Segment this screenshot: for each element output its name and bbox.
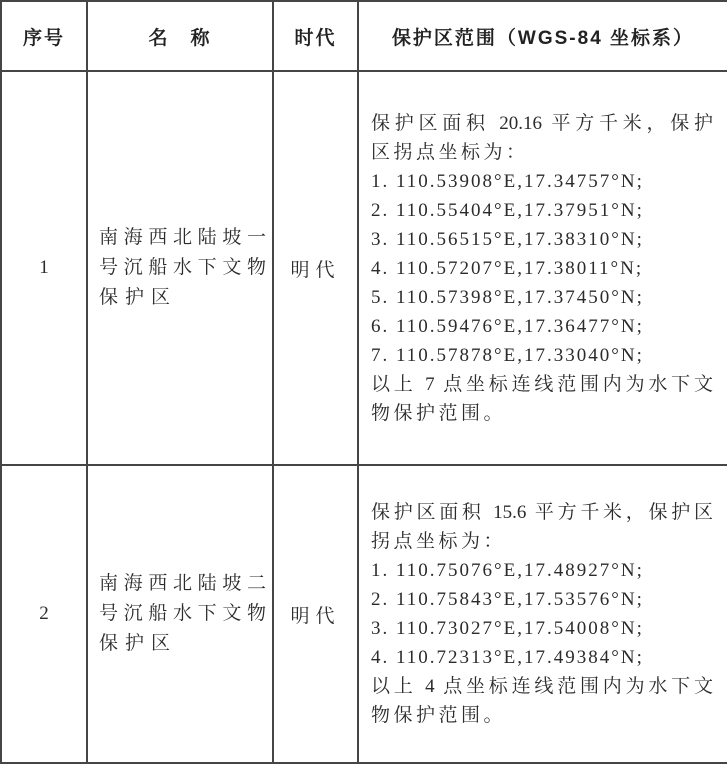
range-line: 保护区面积 20.16 平方千米，保护 <box>371 112 713 134</box>
header-index: 序号 <box>1 1 87 71</box>
row1-index-cell: 1 <box>1 71 87 465</box>
range-line: 拐点坐标为： <box>371 531 507 552</box>
name-line: 号沉船水下文物 <box>99 257 266 278</box>
row1-era-cell: 明代 <box>273 71 358 465</box>
table-row <box>1 465 727 763</box>
range-line: 物保护范围。 <box>371 705 507 726</box>
row1-range-cell <box>358 71 727 465</box>
range-line: 1. 110.75076°E,17.48927°N; <box>371 560 644 581</box>
row2-range-cell <box>358 465 727 763</box>
header-era: 时代 <box>273 1 358 71</box>
name-line: 号沉船水下文物 <box>99 603 266 624</box>
range-line: 6. 110.59476°E,17.36477°N; <box>371 315 644 337</box>
range-line: 4. 110.72313°E,17.49384°N; <box>371 647 644 668</box>
range-line: 物保护范围。 <box>371 402 507 424</box>
range-line: 保护区面积 15.6 平方千米，保护区 <box>371 502 713 523</box>
range-line: 5. 110.57398°E,17.37450°N; <box>371 286 644 308</box>
row2-name-lines <box>88 569 272 659</box>
name-line: 保护区 <box>99 287 178 308</box>
table-row <box>1 71 727 465</box>
row1-name-lines <box>88 223 272 313</box>
row2-range-lines <box>359 498 727 730</box>
range-line: 1. 110.53908°E,17.34757°N; <box>371 170 644 192</box>
row2-era-cell: 明代 <box>273 465 358 763</box>
range-line: 区拐点坐标为： <box>371 141 529 163</box>
row1-name-cell <box>87 71 273 465</box>
range-line: 3. 110.56515°E,17.38310°N; <box>371 228 644 250</box>
row2-name-cell <box>87 465 273 763</box>
range-line: 4. 110.57207°E,17.38011°N; <box>371 257 644 279</box>
range-line: 2. 110.55404°E,17.37951°N; <box>371 199 644 221</box>
range-line: 2. 110.75843°E,17.53576°N; <box>371 589 644 610</box>
range-line: 以上 4 点坐标连线范围内为水下文 <box>371 676 713 697</box>
range-line: 以上 7 点坐标连线范围内为水下文 <box>371 373 713 395</box>
header-row <box>1 1 727 71</box>
header-name: 名 称 <box>87 1 273 71</box>
name-line: 南海西北陆坡一 <box>99 227 266 248</box>
name-line: 南海西北陆坡二 <box>99 573 266 594</box>
range-line: 7. 110.57878°E,17.33040°N; <box>371 344 644 366</box>
header-range: 保护区范围（WGS-84 坐标系） <box>358 1 727 71</box>
name-line: 保护区 <box>99 633 178 654</box>
row1-range-lines <box>359 109 727 428</box>
range-line: 3. 110.73027°E,17.54008°N; <box>371 618 644 639</box>
row2-index-cell: 2 <box>1 465 87 763</box>
